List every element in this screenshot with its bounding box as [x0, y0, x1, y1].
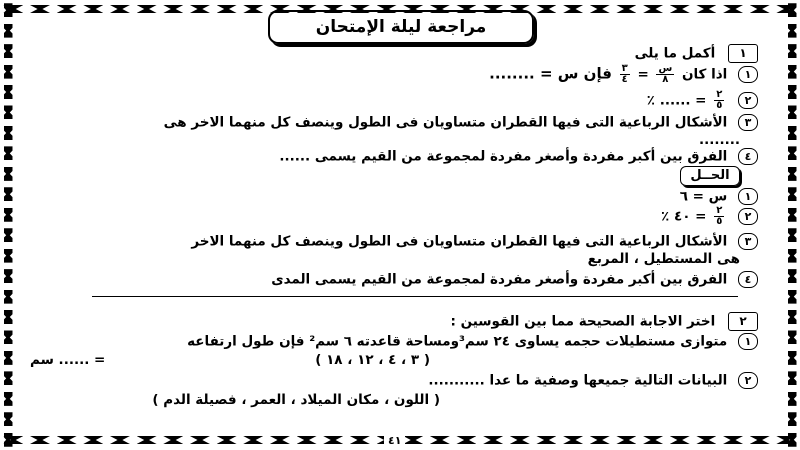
- answer-text: الأشكال الرباعية التى فيها القطران متساويان فى الطول وينصف كل منهما الاخر: [191, 233, 728, 250]
- question-1-3-cont: ........: [698, 132, 740, 148]
- question-text: متوازى مستطيلات حجمه يساوى ٢٤ سم³ومساحة قاعدته ٦ سم² فإن طول ارتفاعه: [187, 333, 728, 350]
- border-left: [0, 0, 16, 450]
- question-1-1: [489, 64, 758, 85]
- answer-1: [680, 188, 758, 205]
- answer-number: ٢: [738, 208, 758, 225]
- question-1-3: [164, 114, 758, 131]
- question-number: ٢: [738, 92, 758, 109]
- page-number: ٤١: [384, 434, 405, 447]
- question-text-a: اذا كان: [681, 66, 728, 83]
- question-number: ١: [738, 66, 758, 83]
- section1-heading: [635, 44, 758, 63]
- answer-3: [191, 233, 758, 250]
- question-2-2-options: ( اللون ، مكان الميلاد ، العمر ، فصيلة الدم ): [152, 392, 440, 408]
- question-text: البيانات التالية جميعها وصفية ما عدا ...........: [428, 372, 728, 389]
- answer-text: = ٤٠ ٪: [661, 208, 707, 225]
- question-1-2: [647, 90, 758, 111]
- section2-number: ٢: [728, 312, 758, 331]
- answer-number: ٣: [738, 233, 758, 250]
- section-divider: [92, 296, 738, 297]
- variable-fraction: $\frac{\text{س}}{٨}$: [658, 63, 673, 85]
- question-text-b: فإن س = ........: [489, 64, 612, 83]
- page-title: مراجعة ليلة الإمتحان: [268, 10, 534, 44]
- question-text: الأشكال الرباعية التى فيها القطران متساويان فى الطول وينصف كل منهما الاخر هى: [163, 114, 728, 131]
- number-fraction: $\frac{٢}{٥}$: [716, 205, 723, 227]
- question-number: ١: [738, 333, 758, 350]
- answer-text: س = ٦: [679, 188, 728, 205]
- section2-heading: [451, 312, 758, 331]
- question-2-1-options: ( ٣ ، ٤ ، ١٢ ، ١٨ ): [315, 352, 430, 368]
- number-fraction: $\frac{٢}{٥}$: [716, 89, 723, 111]
- answer-3-cont: هى المستطيل ، المربع: [587, 251, 740, 267]
- section1-number: ١: [728, 44, 758, 63]
- answer-number: ١: [738, 188, 758, 205]
- equals-sign: =: [637, 66, 649, 83]
- question-1-4: [279, 148, 758, 165]
- border-right: [784, 0, 800, 450]
- answer-text: الفرق بين أكبر مفردة وأصغر مفردة لمجموعة من القيم يسمى المدى: [271, 271, 728, 288]
- question-2-1: [187, 333, 758, 350]
- question-text: = ...... ٪: [646, 92, 707, 109]
- number-fraction: $\frac{٣}{٤}$: [621, 63, 628, 85]
- solution-label: الحــل: [680, 166, 740, 186]
- section1-heading-text: أكمل ما يلى: [634, 45, 716, 62]
- answer-2: [661, 206, 758, 227]
- question-number: ٣: [738, 114, 758, 131]
- answer-blank: = ...... سم: [30, 352, 106, 368]
- question-2-1-answer: [30, 352, 105, 368]
- question-number: ٤: [738, 148, 758, 165]
- question-text: الفرق بين أكبر مفردة وأصغر مفردة لمجموعة من القيم يسمى ......: [279, 148, 728, 165]
- answer-4: [271, 271, 758, 288]
- question-2-2: [428, 372, 758, 389]
- question-number: ٢: [738, 372, 758, 389]
- answer-number: ٤: [738, 271, 758, 288]
- section2-heading-text: اختر الاجابة الصحيحة مما بين القوسين :: [450, 313, 716, 330]
